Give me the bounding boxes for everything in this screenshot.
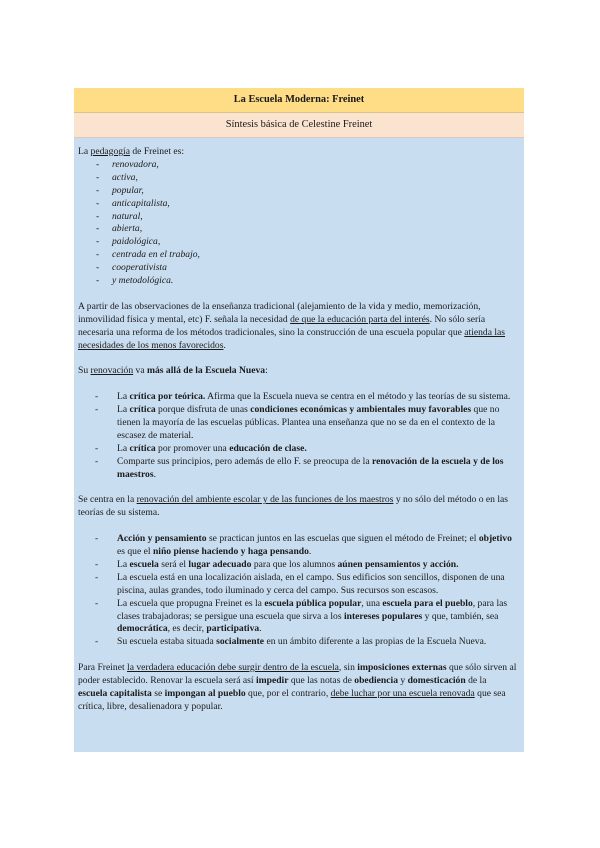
intro-paragraph: La pedagogía de Freinet es: xyxy=(78,146,185,157)
list-item: - anticapitalista, xyxy=(78,198,518,211)
list-item: - La escuela que propugna Freinet es la escuela pública popular, una escuela para el pueblo, para las clases trabajadoras; se persigue una escuela que sirva a los intereses populares y que, también, sea democrática, es decir, participativa. xyxy=(78,598,518,637)
list-item: - La escuela está en una localización aislada, en el campo. Sus edificios son sencillos, disponen de una piscina, aulas grandes, todo iluminado y cerca del campo. Sus recursos son escasos. xyxy=(78,572,518,598)
list-item: - Acción y pensamiento se practican juntos en las escuelas que siguen el método de Freinet; el objetivo es que el niño piense haciendo y haga pensando. xyxy=(78,533,518,559)
school-list xyxy=(78,533,518,649)
list-item: - centrada en el trabajo, xyxy=(78,249,518,262)
list-item: - paidológica, xyxy=(78,236,518,249)
list-item: - activa, xyxy=(78,172,518,185)
list-item: - La crítica por promover una educación de clase. xyxy=(78,443,518,456)
list-item: - La crítica por teórica. Afirma que la Escuela nueva se centra en el método y las teorías de su sistema. xyxy=(78,391,518,404)
focus-paragraph: Se centra en la renovación del ambiente escolar y de las funciones de los maestros y no sólo del método o en las teorías de su sistema. xyxy=(78,494,508,519)
document-table xyxy=(74,88,524,752)
list-item: - y metodológica. xyxy=(78,275,518,288)
pedagogia-link-text: pedagogía xyxy=(90,146,130,157)
list-item: - La crítica porque disfruta de unas condiciones económicas y ambientales muy favorables que no tienen la mayoría de las escuelas públicas. Plantea una enseñanza que no se da en el contexto de la escasez de material. xyxy=(78,404,518,443)
list-item: - cooperativista xyxy=(78,262,518,275)
traditional-critique-paragraph: A partir de las observaciones de la enseñanza tradicional (alejamiento de la vida y medio, memorización, inmovilidad física y mental, etc) F. señala la necesidad de que la educación parta del interés. No sólo sería necesaria una reforma de los métodos tradicionales, sino la construcción de una escuela popular que atienda las necesidades de los menos favorecidos. xyxy=(78,300,506,351)
list-item: - abierta, xyxy=(78,223,518,236)
document-title: La Escuela Moderna: Freinet xyxy=(74,88,524,113)
list-item: - natural, xyxy=(78,211,518,224)
list-item: - La escuela será el lugar adecuado para que los alumnos aúnen pensamientos y acción. xyxy=(78,559,518,572)
content-cell xyxy=(74,138,524,752)
list-item: - Comparte sus principios, pero además de ello F. se preocupa de la renovación de la escuela y de los maestros. xyxy=(78,456,518,482)
pedagogy-list xyxy=(78,159,518,288)
list-item: - renovadora, xyxy=(78,159,518,172)
list-item: - Su escuela estaba situada socialmente en un ámbito diferente a las propias de la Escuela Nueva. xyxy=(78,636,518,649)
conclusion-paragraph: Para Freinet la verdadera educación debe surgir dentro de la escuela, sin imposiciones externas que sólo sirven al poder establecido. Renovar la escuela será así impedir que las notas de obediencia y domesticación de la escuela capitalista se impongan al pueblo que, por el contrario, debe luchar por una escuela renovada que sea crítica, libre, desalienadora y popular. xyxy=(78,662,517,712)
document-subtitle: Síntesis básica de Celestine Freinet xyxy=(74,113,524,138)
renovation-list xyxy=(78,391,518,481)
list-item: - popular, xyxy=(78,185,518,198)
renovation-heading: Su renovación va más allá de la Escuela Nueva: xyxy=(78,365,268,377)
